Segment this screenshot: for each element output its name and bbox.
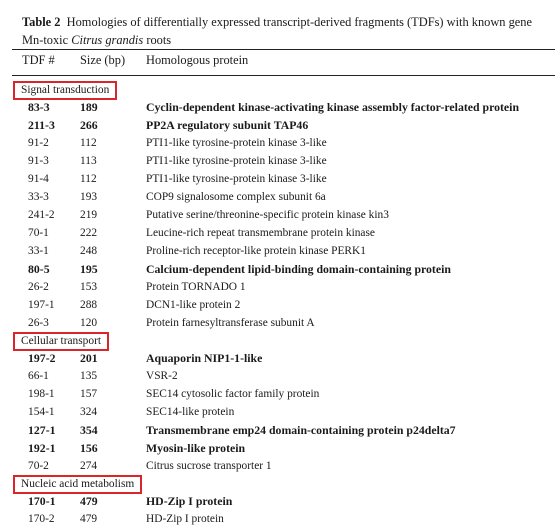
table-caption — [22, 13, 555, 49]
tdf-cell: 80-5 — [28, 262, 50, 276]
protein-cell: Aquaporin NIP1-1-like — [146, 351, 263, 365]
table-row — [0, 457, 555, 475]
size-cell: 157 — [80, 388, 98, 400]
table-row — [0, 134, 555, 152]
tdf-cell: 33-1 — [28, 245, 49, 257]
table-row — [0, 98, 555, 116]
protein-cell: Leucine-rich repeat transmembrane protein kinase — [146, 227, 375, 239]
protein-cell: Protein TORNADO 1 — [146, 281, 246, 293]
protein-cell: PTI1-like tyrosine-protein kinase 3-like — [146, 137, 327, 149]
tdf-cell: 26-3 — [28, 317, 49, 329]
tdf-cell: 33-3 — [28, 191, 49, 203]
size-cell: 135 — [80, 370, 98, 382]
protein-cell: Cyclin-dependent kinase-activating kinase assembly factor-related protein — [146, 100, 520, 114]
protein-cell: SEC14 cytosolic factor family protein — [146, 388, 320, 400]
size-cell: 274 — [80, 460, 98, 472]
protein-cell: PTI1-like tyrosine-protein kinase 3-like — [146, 173, 327, 185]
size-cell: 201 — [80, 351, 98, 365]
table-row — [0, 314, 555, 332]
table-row — [0, 349, 555, 367]
tdf-cell: 70-2 — [28, 460, 49, 472]
table-row — [0, 116, 555, 134]
header-size: Size (bp) — [80, 53, 126, 67]
table-row — [0, 242, 555, 260]
tdf-cell: 170-1 — [28, 494, 56, 508]
table-row — [0, 421, 555, 439]
size-cell: 156 — [80, 441, 98, 455]
table-row — [0, 510, 555, 528]
header-tdf: TDF # — [22, 53, 55, 67]
size-cell: 248 — [80, 245, 98, 257]
size-cell: 112 — [80, 137, 97, 149]
protein-cell: DCN1-like protein 2 — [146, 299, 241, 311]
table-row — [0, 385, 555, 403]
protein-cell: SEC14-like protein — [146, 406, 235, 418]
tdf-cell: 91-3 — [28, 155, 49, 167]
tdf-cell: 170-2 — [28, 513, 55, 525]
protein-cell: Putative serine/threonine-specific protein kinase kin3 — [146, 209, 389, 221]
size-cell: 266 — [80, 118, 98, 132]
section-header: Nucleic acid metabolism — [13, 475, 142, 494]
caption-label: Table 2 — [22, 15, 61, 29]
table-row — [0, 260, 555, 278]
table-row — [0, 439, 555, 457]
protein-cell: Myosin-like protein — [146, 441, 246, 455]
table-row — [0, 296, 555, 314]
table-row — [0, 170, 555, 188]
caption-species: Citrus grandis — [71, 33, 144, 47]
table-row — [0, 367, 555, 385]
tdf-cell: 154-1 — [28, 406, 55, 418]
section-header: Signal transduction — [13, 81, 117, 100]
tdf-cell: 198-1 — [28, 388, 55, 400]
size-cell: 113 — [80, 155, 97, 167]
size-cell: 112 — [80, 173, 97, 185]
table-row — [0, 206, 555, 224]
size-cell: 288 — [80, 299, 98, 311]
protein-cell: COP9 signalosome complex subunit 6a — [146, 191, 326, 203]
tdf-cell: 211-3 — [28, 118, 55, 132]
table-row — [0, 152, 555, 170]
protein-cell: PTI1-like tyrosine-protein kinase 3-like — [146, 155, 327, 167]
header-rule — [12, 75, 555, 76]
table-row — [0, 224, 555, 242]
caption-suffix: roots — [146, 33, 172, 47]
section-header: Cellular transport — [13, 332, 109, 351]
size-cell: 120 — [80, 317, 98, 329]
protein-cell: VSR-2 — [146, 370, 178, 382]
tdf-cell: 197-2 — [28, 351, 56, 365]
caption-prefix: Mn-toxic — [22, 33, 69, 47]
size-cell: 195 — [80, 262, 98, 276]
protein-cell: PP2A regulatory subunit TAP46 — [146, 118, 309, 132]
tdf-cell: 70-1 — [28, 227, 49, 239]
size-cell: 193 — [80, 191, 98, 203]
size-cell: 354 — [80, 423, 98, 437]
size-cell: 222 — [80, 227, 98, 239]
protein-cell: Proline-rich receptor-like protein kinase PERK1 — [146, 245, 366, 257]
table-row — [0, 278, 555, 296]
size-cell: 219 — [80, 209, 98, 221]
tdf-cell: 192-1 — [28, 441, 56, 455]
size-cell: 153 — [80, 281, 98, 293]
tdf-cell: 26-2 — [28, 281, 49, 293]
tdf-cell: 91-2 — [28, 137, 49, 149]
protein-cell: HD-Zip I protein — [146, 513, 224, 525]
tdf-cell: 197-1 — [28, 299, 55, 311]
tdf-cell: 83-3 — [28, 100, 50, 114]
protein-cell: Transmembrane emp24 domain-containing protein p24delta7 — [146, 423, 456, 437]
protein-cell: Protein farnesyltransferase subunit A — [146, 317, 315, 329]
header-protein: Homologous protein — [146, 53, 249, 67]
table-row — [0, 188, 555, 206]
tdf-cell: 127-1 — [28, 423, 56, 437]
size-cell: 324 — [80, 406, 98, 418]
table-row — [0, 492, 555, 510]
tdf-cell: 241-2 — [28, 209, 55, 221]
caption-text: Homologies of differentially expressed transcript-derived fragments (TDFs) with known gene — [66, 15, 532, 29]
table-row — [0, 403, 555, 421]
size-cell: 189 — [80, 100, 98, 114]
size-cell: 479 — [80, 513, 98, 525]
protein-cell: Citrus sucrose transporter 1 — [146, 460, 272, 472]
caption-line-1 — [22, 13, 555, 31]
table-header — [0, 53, 555, 71]
protein-cell: HD-Zip I protein — [146, 494, 233, 508]
tdf-cell: 91-4 — [28, 173, 49, 185]
size-cell: 479 — [80, 494, 98, 508]
protein-cell: Calcium-dependent lipid-binding domain-containing protein — [146, 262, 451, 276]
tdf-cell: 66-1 — [28, 370, 49, 382]
caption-line-2 — [22, 31, 555, 49]
top-rule — [12, 49, 555, 50]
